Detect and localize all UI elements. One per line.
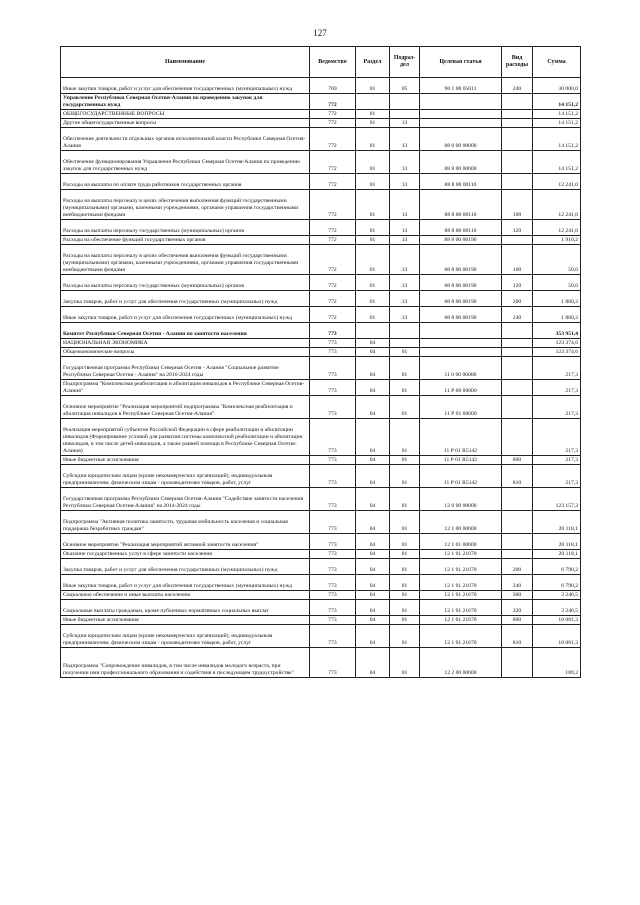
cell-name: Подпрограмма "Активная политика занятости, трудовая мобильность населения и социальная поддержка безработных граждан" <box>61 511 310 534</box>
cell-cs: 12 0 00 00000 <box>420 488 502 511</box>
cell-ved: 773 <box>310 559 356 575</box>
table-row <box>61 648 581 678</box>
table-row <box>61 220 581 236</box>
cell-ved: 773 <box>310 575 356 591</box>
cell-sum: 12 241,0 <box>533 220 581 236</box>
cell-razd: 04 <box>356 511 390 534</box>
cell-pod: 13 <box>390 190 420 220</box>
cell-sum: 123 374,6 <box>533 348 581 357</box>
cell-pod <box>390 110 420 119</box>
table-row <box>61 488 581 511</box>
cell-razd: 01 <box>356 174 390 190</box>
cell-razd: 01 <box>356 245 390 275</box>
page-number: 127 <box>313 28 327 38</box>
cell-sum: 12 241,0 <box>533 190 581 220</box>
cell-vr <box>502 511 533 534</box>
cell-name: Иные закупки товаров, работ и услуг для обеспечения государственных (муниципальных) нужд <box>61 78 310 94</box>
cell-pod: 13 <box>390 128 420 151</box>
table-row <box>61 78 581 94</box>
cell-sum: 1 860,2 <box>533 307 581 323</box>
cell-name: Субсидии юридическим лицам (кроме некоммерческих организаций), индивидуальным предпринимателям, физическим лицам - производителям товаров, работ, услуг <box>61 465 310 488</box>
cell-cs: 11 Р 01 00000 <box>420 396 502 419</box>
table-row <box>61 511 581 534</box>
cell-sum: 14 151,2 <box>533 151 581 174</box>
cell-sum: 217,3 <box>533 465 581 488</box>
table-row <box>61 323 581 339</box>
cell-pod: 01 <box>390 465 420 488</box>
table-row <box>61 190 581 220</box>
cell-name: Управление Республики Северная Осетия-Алания по проведению закупок для государственных нужд <box>61 94 310 110</box>
cell-vr <box>502 419 533 456</box>
header-razdel: Раздел <box>356 47 390 78</box>
cell-sum: 217,3 <box>533 396 581 419</box>
cell-name: Расходы на выплаты персоналу государственных (муниципальных) органов <box>61 220 310 236</box>
cell-razd: 04 <box>356 616 390 625</box>
cell-sum: 217,3 <box>533 357 581 380</box>
cell-pod: 01 <box>390 648 420 678</box>
cell-sum: 14 151,2 <box>533 128 581 151</box>
cell-cs: 12 1 01 21670 <box>420 559 502 575</box>
cell-pod: 01 <box>390 534 420 550</box>
cell-vr: 100 <box>502 245 533 275</box>
cell-sum: 50,0 <box>533 245 581 275</box>
cell-pod: 01 <box>390 550 420 559</box>
cell-pod: 01 <box>390 625 420 648</box>
cell-cs: 12 1 00 00000 <box>420 511 502 534</box>
cell-sum: 217,3 <box>533 456 581 465</box>
table-row <box>61 625 581 648</box>
cell-vr: 810 <box>502 465 533 488</box>
cell-name: Основное мероприятие "Реализация мероприятий активной занятости населения" <box>61 534 310 550</box>
cell-vr <box>502 380 533 396</box>
cell-pod: 13 <box>390 291 420 307</box>
cell-ved: 773 <box>310 550 356 559</box>
cell-razd: 04 <box>356 357 390 380</box>
cell-razd: 04 <box>356 550 390 559</box>
cell-vr <box>502 174 533 190</box>
cell-pod: 13 <box>390 245 420 275</box>
cell-razd: 04 <box>356 559 390 575</box>
cell-ved: 773 <box>310 348 356 357</box>
cell-cs: 12 1 01 21670 <box>420 591 502 600</box>
cell-razd <box>356 323 390 339</box>
cell-vr: 100 <box>502 190 533 220</box>
cell-sum: 14 151,2 <box>533 94 581 110</box>
cell-vr <box>502 357 533 380</box>
cell-name: Обеспечение функционирования Управления Республики Северная Осетия-Алания по проведению закупок для государственных нужд <box>61 151 310 174</box>
cell-cs: 11 Р 01 R5142 <box>420 419 502 456</box>
cell-ved: 772 <box>310 220 356 236</box>
cell-razd: 04 <box>356 488 390 511</box>
cell-sum: 50,0 <box>533 275 581 291</box>
cell-razd: 01 <box>356 236 390 245</box>
cell-pod: 01 <box>390 396 420 419</box>
cell-name: Комитет Республики Северная Осетия - Алания по занятости населения <box>61 323 310 339</box>
cell-ved: 773 <box>310 339 356 348</box>
cell-ved: 773 <box>310 488 356 511</box>
cell-razd: 04 <box>356 465 390 488</box>
cell-cs: 11 Р 01 R5142 <box>420 465 502 488</box>
cell-ved: 772 <box>310 307 356 323</box>
cell-razd: 01 <box>356 78 390 94</box>
cell-vr: 240 <box>502 307 533 323</box>
cell-cs: 12 1 01 21670 <box>420 550 502 559</box>
cell-pod: 01 <box>390 559 420 575</box>
cell-name: Закупка товаров, работ и услуг для обеспечения государственных (муниципальных) нужд <box>61 559 310 575</box>
cell-name: Иные закупки товаров, работ и услуг для обеспечения государственных (муниципальных) нужд <box>61 575 310 591</box>
cell-pod <box>390 339 420 348</box>
header-expense-type: Вид расходы <box>502 47 533 78</box>
cell-pod: 01 <box>390 488 420 511</box>
cell-pod: 05 <box>390 78 420 94</box>
cell-ved: 773 <box>310 625 356 648</box>
cell-razd: 04 <box>356 419 390 456</box>
cell-razd: 01 <box>356 190 390 220</box>
cell-pod: 01 <box>390 575 420 591</box>
cell-ved: 772 <box>310 94 356 110</box>
cell-name: Расходы на выплаты персоналу в целях обеспечения выполнения функций государственными (муниципальными) органами, казенными учреждениями, органами управления государственными внебюджетными фондами <box>61 245 310 275</box>
cell-vr <box>502 119 533 128</box>
table-row <box>61 456 581 465</box>
cell-razd: 04 <box>356 456 390 465</box>
cell-cs <box>420 119 502 128</box>
cell-razd: 04 <box>356 575 390 591</box>
cell-name: НАЦИОНАЛЬНАЯ ЭКОНОМИКА <box>61 339 310 348</box>
cell-vr: 240 <box>502 78 533 94</box>
cell-name: Закупка товаров, работ и услуг для обеспечения государственных (муниципальных) нужд <box>61 291 310 307</box>
table-row <box>61 380 581 396</box>
cell-sum: 217,3 <box>533 419 581 456</box>
cell-pod: 01 <box>390 348 420 357</box>
cell-pod: 13 <box>390 151 420 174</box>
cell-name: Обеспечение деятельности отдельных органов исполнительной власти Республики Северная Осетия-Алания <box>61 128 310 151</box>
cell-cs: 11 Р 01 R5142 <box>420 456 502 465</box>
cell-name: Подпрограмма "Сопровождение инвалидов, в том числе инвалидов молодого возраста, при получении ими профессионального образования и содействия в последующем трудоустройстве" <box>61 648 310 678</box>
table-row <box>61 559 581 575</box>
table-row <box>61 275 581 291</box>
cell-razd: 04 <box>356 348 390 357</box>
cell-sum: 20 118,1 <box>533 550 581 559</box>
cell-sum: 189,2 <box>533 648 581 678</box>
cell-vr <box>502 128 533 151</box>
cell-razd: 04 <box>356 534 390 550</box>
cell-vr <box>502 550 533 559</box>
cell-vr <box>502 488 533 511</box>
cell-ved: 773 <box>310 456 356 465</box>
cell-cs: 90 1 00 05011 <box>420 78 502 94</box>
cell-razd: 04 <box>356 380 390 396</box>
cell-cs: 88 8 00 00190 <box>420 275 502 291</box>
cell-ved: 772 <box>310 110 356 119</box>
cell-cs: 88 8 00 00190 <box>420 236 502 245</box>
cell-razd: 04 <box>356 339 390 348</box>
cell-pod: 13 <box>390 307 420 323</box>
cell-ved: 773 <box>310 511 356 534</box>
table-row <box>61 419 581 456</box>
cell-name: Иные закупки товаров, работ и услуг для обеспечения государственных (муниципальных) нужд <box>61 307 310 323</box>
cell-cs <box>420 339 502 348</box>
cell-pod: 01 <box>390 357 420 380</box>
cell-ved: 772 <box>310 291 356 307</box>
cell-sum: 14 151,2 <box>533 119 581 128</box>
cell-razd: 04 <box>356 625 390 648</box>
cell-pod <box>390 94 420 110</box>
cell-pod: 13 <box>390 275 420 291</box>
cell-vr <box>502 94 533 110</box>
table-row <box>61 396 581 419</box>
cell-cs: 11 0 00 00000 <box>420 357 502 380</box>
cell-sum: 20 118,1 <box>533 534 581 550</box>
cell-razd: 01 <box>356 110 390 119</box>
table-body <box>61 78 581 678</box>
cell-ved: 772 <box>310 174 356 190</box>
cell-pod: 01 <box>390 456 420 465</box>
cell-ved: 772 <box>310 245 356 275</box>
cell-ved: 772 <box>310 236 356 245</box>
cell-pod: 01 <box>390 600 420 616</box>
cell-vr: 240 <box>502 575 533 591</box>
cell-vr: 120 <box>502 275 533 291</box>
cell-pod: 01 <box>390 419 420 456</box>
cell-cs: 88 0 00 00000 <box>420 128 502 151</box>
cell-sum: 217,3 <box>533 380 581 396</box>
cell-razd: 01 <box>356 128 390 151</box>
cell-sum: 30 000,0 <box>533 78 581 94</box>
cell-name: Основное мероприятие "Реализация мероприятий подпрограммы "Комплексная реабилитация и абилитация инвалидов в Республике Северная Осетия-Алания" <box>61 396 310 419</box>
cell-cs: 12 1 01 21670 <box>420 616 502 625</box>
cell-cs: 88 8 00 00190 <box>420 245 502 275</box>
cell-sum: 6 790,2 <box>533 559 581 575</box>
table-row <box>61 465 581 488</box>
cell-ved: 773 <box>310 419 356 456</box>
table-row <box>61 236 581 245</box>
cell-pod: 01 <box>390 616 420 625</box>
cell-name: Расходы на выплаты персоналу в целях обеспечения выполнения функций государственными (муниципальными) органами, казенными учреждениями, органами управления государственными внебюджетными фондами <box>61 190 310 220</box>
cell-cs: 12 1 01 21670 <box>420 625 502 648</box>
cell-vr: 810 <box>502 625 533 648</box>
cell-sum: 6 790,2 <box>533 575 581 591</box>
cell-vr <box>502 110 533 119</box>
cell-ved: 773 <box>310 357 356 380</box>
cell-ved: 773 <box>310 591 356 600</box>
cell-vr: 300 <box>502 591 533 600</box>
cell-sum: 14 151,2 <box>533 110 581 119</box>
table-row <box>61 110 581 119</box>
cell-cs: 88 8 00 00110 <box>420 190 502 220</box>
cell-name: Расходы на выплаты по оплате труда работников государственных органов <box>61 174 310 190</box>
cell-ved: 773 <box>310 648 356 678</box>
cell-name: Государственная программа Республики Северная Осетия - Алания "Социальное развитие Республики Северная Осетия - Алания" на 2016-2024 годы <box>61 357 310 380</box>
budget-table <box>60 46 581 678</box>
cell-sum: 353 951,4 <box>533 323 581 339</box>
cell-pod: 13 <box>390 119 420 128</box>
cell-sum: 10 081,3 <box>533 616 581 625</box>
table-row <box>61 307 581 323</box>
cell-cs: 88 8 00 00110 <box>420 174 502 190</box>
cell-vr <box>502 151 533 174</box>
cell-ved: 772 <box>310 119 356 128</box>
cell-vr: 320 <box>502 600 533 616</box>
cell-vr <box>502 396 533 419</box>
cell-name: Иные бюджетные ассигнования <box>61 616 310 625</box>
cell-cs: 88 8 00 00000 <box>420 151 502 174</box>
header-name: Наименование <box>61 47 310 78</box>
cell-razd: 01 <box>356 291 390 307</box>
cell-pod: 01 <box>390 380 420 396</box>
cell-razd: 01 <box>356 151 390 174</box>
cell-pod: 13 <box>390 236 420 245</box>
cell-sum: 3 246,5 <box>533 591 581 600</box>
cell-cs <box>420 110 502 119</box>
table-row <box>61 550 581 559</box>
cell-name: Социальные выплаты гражданам, кроме публичных нормативных социальных выплат <box>61 600 310 616</box>
table-row <box>61 174 581 190</box>
cell-cs <box>420 323 502 339</box>
cell-sum: 10 081,3 <box>533 625 581 648</box>
cell-ved: 773 <box>310 600 356 616</box>
table-row <box>61 348 581 357</box>
cell-cs <box>420 348 502 357</box>
cell-razd: 04 <box>356 600 390 616</box>
cell-cs <box>420 94 502 110</box>
cell-vr <box>502 534 533 550</box>
cell-name: Оказание государственных услуг в сфере занятости населения <box>61 550 310 559</box>
header-vedomstvo: Ведомство <box>310 47 356 78</box>
table-row <box>61 245 581 275</box>
cell-ved: 773 <box>310 323 356 339</box>
cell-name: Другие общегосударственные вопросы <box>61 119 310 128</box>
cell-name: Реализация мероприятий субъектов Российской Федерации в сфере реабилитации и абилитации инвалидов (Формирование условий для развития системы комплексной реабилитации и абилитации инвалидов, в том числе детей-инвалидов, а также ранней помощи в Республике Северная Осетия-Алания) <box>61 419 310 456</box>
cell-ved: 773 <box>310 534 356 550</box>
table-row <box>61 600 581 616</box>
cell-razd: 04 <box>356 396 390 419</box>
cell-cs: 11 Р 00 00000 <box>420 380 502 396</box>
cell-ved: 773 <box>310 380 356 396</box>
table-header-row <box>61 47 581 78</box>
cell-razd: 04 <box>356 591 390 600</box>
cell-vr: 800 <box>502 456 533 465</box>
table-row <box>61 534 581 550</box>
cell-cs: 12 2 00 00000 <box>420 648 502 678</box>
cell-vr <box>502 348 533 357</box>
cell-ved: 772 <box>310 151 356 174</box>
cell-vr: 800 <box>502 616 533 625</box>
cell-razd: 01 <box>356 119 390 128</box>
table-row <box>61 128 581 151</box>
table-row <box>61 575 581 591</box>
cell-sum: 123 157,3 <box>533 488 581 511</box>
cell-vr: 120 <box>502 220 533 236</box>
cell-vr <box>502 236 533 245</box>
cell-razd: 01 <box>356 220 390 236</box>
cell-vr <box>502 339 533 348</box>
cell-razd: 04 <box>356 648 390 678</box>
cell-name: ОБЩЕГОСУДАРСТВЕННЫЕ ВОПРОСЫ <box>61 110 310 119</box>
cell-vr: 200 <box>502 559 533 575</box>
cell-razd: 01 <box>356 307 390 323</box>
cell-name: Иные бюджетные ассигнования <box>61 456 310 465</box>
cell-ved: 773 <box>310 616 356 625</box>
table-row <box>61 151 581 174</box>
cell-vr <box>502 648 533 678</box>
cell-sum: 123 374,6 <box>533 339 581 348</box>
cell-name: Общеэкономические вопросы <box>61 348 310 357</box>
cell-razd: 01 <box>356 275 390 291</box>
cell-sum: 1 910,2 <box>533 236 581 245</box>
table-row <box>61 339 581 348</box>
cell-name: Государственная программа Республики Северная Осетия-Алания "Содействие занятости населения Республики Северная Осетия-Алания" на 2014-2024 годы <box>61 488 310 511</box>
table-row <box>61 94 581 110</box>
cell-ved: 772 <box>310 190 356 220</box>
cell-vr <box>502 323 533 339</box>
cell-cs: 88 8 00 00190 <box>420 291 502 307</box>
cell-cs: 12 1 01 00000 <box>420 534 502 550</box>
table-row <box>61 119 581 128</box>
cell-ved: 773 <box>310 396 356 419</box>
cell-pod: 01 <box>390 511 420 534</box>
cell-name: Расходы на обеспечение функций государственных органов <box>61 236 310 245</box>
table-row <box>61 357 581 380</box>
cell-pod: 13 <box>390 220 420 236</box>
cell-pod: 13 <box>390 174 420 190</box>
cell-name: Субсидии юридическим лицам (кроме некоммерческих организаций), индивидуальным предпринимателям, физическим лицам - производителям товаров, работ, услуг <box>61 625 310 648</box>
header-sum: Сумма <box>533 47 581 78</box>
cell-sum: 12 241,0 <box>533 174 581 190</box>
cell-ved: 772 <box>310 275 356 291</box>
cell-pod: 01 <box>390 591 420 600</box>
table-row <box>61 616 581 625</box>
table-row <box>61 291 581 307</box>
cell-cs: 12 1 01 21670 <box>420 575 502 591</box>
cell-razd <box>356 94 390 110</box>
header-podrazdel: Подраз-дел <box>390 47 420 78</box>
cell-pod <box>390 323 420 339</box>
cell-cs: 88 8 00 00190 <box>420 307 502 323</box>
cell-name: Социальное обеспечение и иные выплаты населению <box>61 591 310 600</box>
cell-ved: 773 <box>310 465 356 488</box>
cell-sum: 1 860,2 <box>533 291 581 307</box>
cell-sum: 3 246,5 <box>533 600 581 616</box>
cell-ved: 772 <box>310 128 356 151</box>
cell-name: Расходы на выплаты персоналу государственных (муниципальных) органов <box>61 275 310 291</box>
cell-sum: 20 118,1 <box>533 511 581 534</box>
cell-name: Подпрограмма "Комплексная реабилитация и абилитация инвалидов в Республике Северная Осетия-Алания" <box>61 380 310 396</box>
header-target-article: Целевая статья <box>420 47 502 78</box>
cell-ved: 769 <box>310 78 356 94</box>
cell-cs: 88 8 00 00110 <box>420 220 502 236</box>
cell-vr: 200 <box>502 291 533 307</box>
cell-cs: 12 1 01 21670 <box>420 600 502 616</box>
table-row <box>61 591 581 600</box>
